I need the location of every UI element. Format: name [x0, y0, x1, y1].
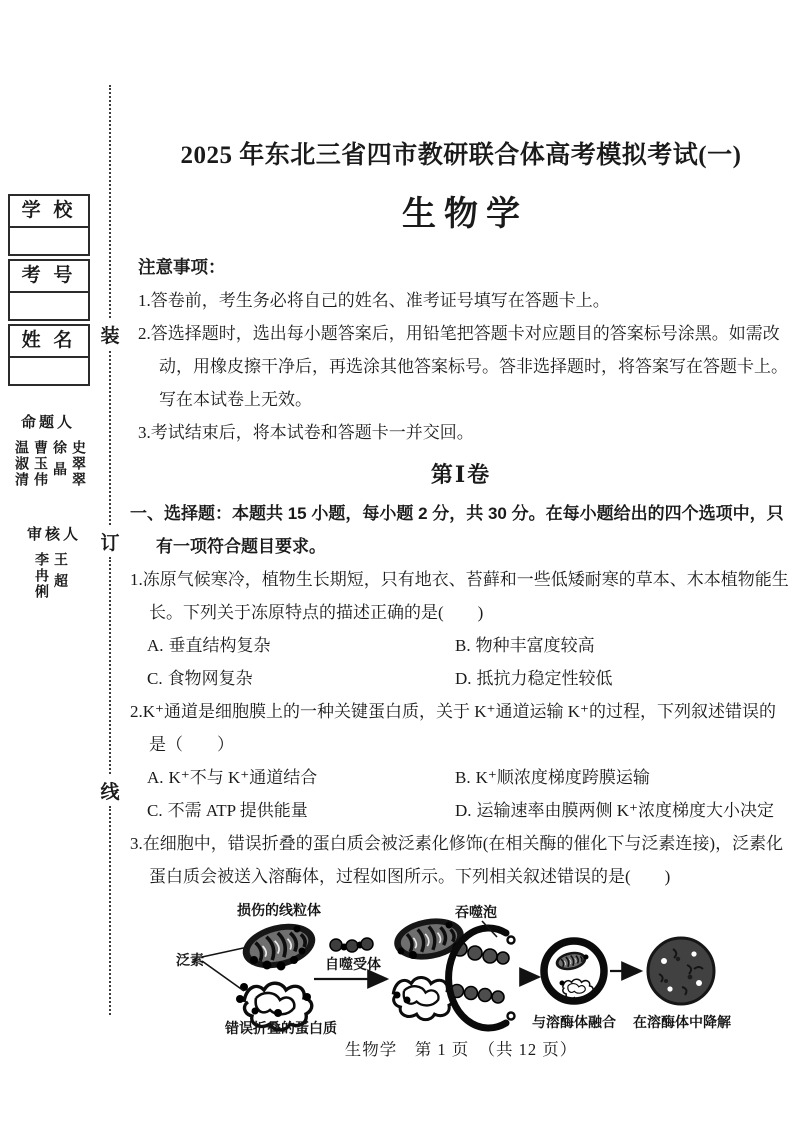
label-fuse-lysosome: 与溶酶体融合 [532, 1014, 616, 1030]
reviewer-name: 李冉俐 [33, 552, 48, 600]
phagophore-membrane [449, 928, 506, 1028]
option-b [455, 761, 792, 794]
question-3-number: 3. [130, 834, 143, 853]
label-phagophore: 吞噬泡 [455, 904, 497, 920]
name-input-area [10, 358, 88, 384]
option-b [455, 629, 792, 662]
autophagy-figure [154, 899, 760, 1049]
label-damaged-mitochondria: 损伤的线粒体 [237, 902, 321, 918]
option-a [147, 629, 455, 662]
lysosome-illustration [648, 938, 714, 1004]
option-d-text: 运输速率由膜两侧 K⁺浓度梯度大小决定 [476, 801, 775, 820]
option-c-label: C. [147, 669, 163, 688]
question-2-text: K⁺通道是细胞膜上的一种关键蛋白质，关于 K⁺通道运输 K⁺的过程，下列叙述错误的是（ ） [142, 702, 776, 754]
notice-item-2: 2.答选择题时，选出每小题答案后，用铅笔把答题卡对应题目的答案标号涂黑。如需改动，用橡皮擦干净后，再选涂其他答案标号。答非选择题时，将答案写在答题卡上。写在本试卷上无效。 [138, 324, 788, 409]
reviewers-title: 审核人 [27, 527, 82, 543]
option-b-label: B. [455, 768, 471, 787]
binding-line-segment [109, 351, 111, 525]
option-a-text: K⁺不与 K⁺通道结合 [168, 768, 318, 787]
option-c [147, 794, 455, 827]
question-3-stem [130, 827, 792, 893]
section-title: 第Ⅰ卷 [430, 462, 492, 487]
label-autophagy-receptor: 自噬受体 [325, 956, 381, 972]
question-1 [130, 563, 792, 695]
notice-block [130, 251, 792, 449]
exam-content [130, 0, 792, 1049]
binding-mark-xian: 线 [98, 777, 122, 804]
subject-title: 生物学 [402, 195, 528, 233]
question-2-options [147, 761, 792, 827]
setter-name: 曹玉伟 [32, 440, 47, 488]
page-footer: 生物学 第 1 页 （共 12 页） [344, 1040, 578, 1059]
question-2-stem [130, 695, 792, 761]
question-1-stem [130, 563, 792, 629]
option-d-text: 抵抗力稳定性较低 [476, 669, 613, 688]
option-d-label: D. [455, 669, 472, 688]
question-3-text: 在细胞中，错误折叠的蛋白质会被泛素化修饰(在相关酶的催化下与泛素连接)，泛素化蛋白质会被送入溶酶体，过程如图所示。下列相关叙述错误的是( ) [142, 834, 784, 886]
question-setters-names [10, 440, 88, 502]
reviewers-names [30, 552, 70, 616]
phagophore-tip [508, 937, 515, 944]
option-c-text: 不需 ATP 提供能量 [167, 801, 308, 820]
school-field-box [8, 194, 90, 256]
binding-line-segment [109, 557, 111, 774]
option-b-label: B. [455, 636, 471, 655]
option-d-label: D. [455, 801, 472, 820]
section-instructions: 一、选择题：本题共 15 小题，每小题 2 分，共 30 分。在每小题给出的四个选项中，只有一项符合题目要求。 [130, 504, 784, 556]
binding-line-segment [109, 85, 111, 318]
option-c-label: C. [147, 801, 163, 820]
option-a-label: A. [147, 768, 164, 787]
question-3 [130, 827, 792, 893]
binding-mark-zhuang: 装 [98, 321, 122, 348]
question-2-number: 2. [130, 702, 143, 721]
option-b-text: 物种丰富度较高 [475, 636, 595, 655]
exam-number-label: 考 号 [10, 261, 88, 293]
option-b-text: K⁺顺浓度梯度跨膜运输 [475, 768, 650, 787]
school-label: 学 校 [10, 196, 88, 228]
exam-title: 2025 年东北三省四市教研联合体高考模拟考试(一) [180, 142, 742, 169]
notice-item-3: 3.考试结束后，将本试卷和答题卡一并交回。 [138, 423, 474, 442]
damaged-mitochondrion-illustration [238, 917, 320, 976]
name-field-box [8, 324, 90, 386]
question-1-options [147, 629, 792, 695]
option-d [455, 794, 792, 827]
phagophore-tip [508, 1013, 515, 1020]
notice-item-1: 1.答卷前，考生务必将自己的姓名、准考证号填写在答题卡上。 [138, 291, 610, 310]
setter-name: 史翠翠 [70, 440, 85, 488]
reviewer-name: 王 超 [52, 552, 67, 590]
setter-name: 徐 晶 [51, 440, 66, 478]
binding-mark-ding: 订 [98, 528, 122, 555]
exam-number-field-box [8, 259, 90, 321]
label-degraded-in-lysosome: 在溶酶体中降解 [633, 1014, 731, 1030]
question-setters-title: 命题人 [21, 415, 76, 431]
question-2 [130, 695, 792, 827]
notice-heading: 注意事项： [138, 257, 226, 277]
option-c-text: 食物网复杂 [167, 669, 253, 688]
label-ubiquitin: 泛素 [176, 952, 204, 968]
label-misfolded-protein: 错误折叠的蛋白质 [225, 1020, 337, 1036]
option-a-text: 垂直结构复杂 [168, 636, 271, 655]
school-input-area [10, 228, 88, 254]
question-1-text: 冻原气候寒冷，植物生长期短，只有地衣、苔藓和一些低矮耐寒的草本、木本植物能生长。下列关于冻原特点的描述正确的是( ) [142, 570, 789, 622]
setter-name: 温淑清 [13, 440, 28, 488]
option-c [147, 662, 455, 695]
exam-number-input-area [10, 293, 88, 319]
option-a-label: A. [147, 636, 164, 655]
binding-line-segment [109, 806, 111, 1015]
autophagy-receptor-icon [330, 938, 373, 952]
name-label: 姓 名 [10, 326, 88, 358]
option-a [147, 761, 455, 794]
question-1-number: 1. [130, 570, 143, 589]
autophagosome-illustration [544, 941, 604, 1001]
option-d [455, 662, 792, 695]
